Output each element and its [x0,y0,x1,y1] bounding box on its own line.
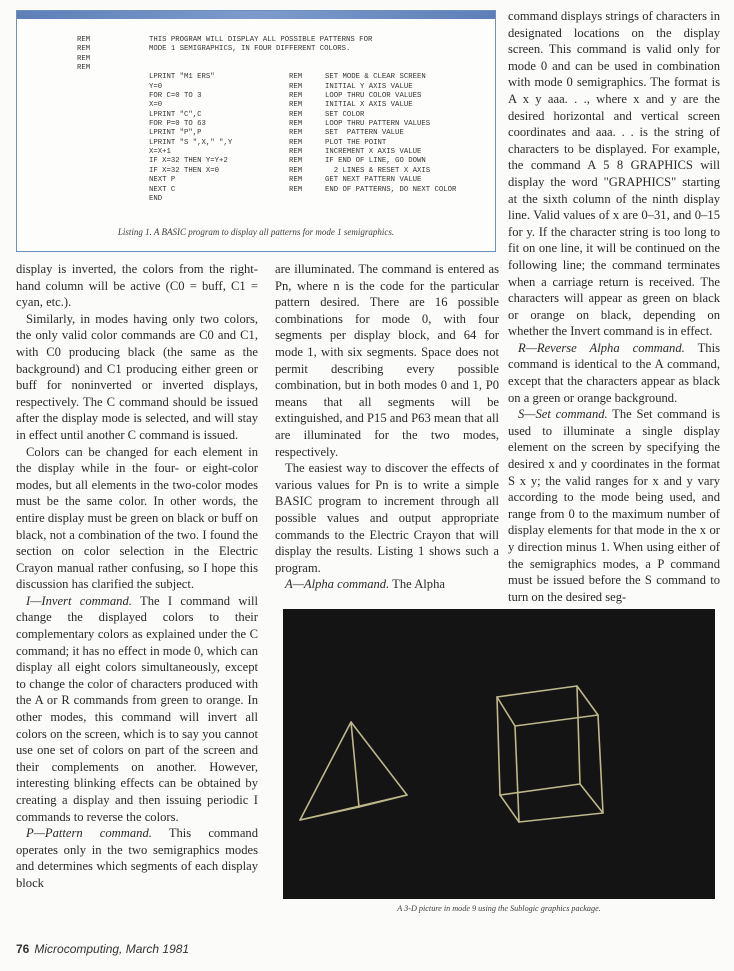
paragraph [275,576,499,593]
figure-caption: A 3-D picture in mode 9 using the Sublogic graphics package. [397,904,601,913]
code-statement: X=0 [149,101,163,110]
code-statement: LPRINT "S ",X," ",Y [149,138,233,147]
pyramid-edge [351,722,359,807]
code-line [77,55,456,64]
code-rem: REM [289,110,303,119]
code-statement: MODE 1 SEMIGRAPHICS, IN FOUR DIFFERENT COLORS. [149,45,351,54]
wireframe-drawing [283,609,715,899]
code-comment: INCREMENT X AXIS VALUE [325,148,422,157]
code-rem: REM [289,157,303,166]
code-statement: LPRINT "M1 ERS" [149,73,215,82]
code-rem: REM [289,138,303,147]
cube-hidden-edge [500,784,580,795]
paragraph-text: This command operates only in the two semigraphics modes and determines which segments of each display block [16,826,259,890]
code-comment: END OF PATTERNS, DO NEXT COLOR [325,185,457,194]
code-rem-col: REM [77,54,91,63]
code-statement: IF X=32 THEN X=0 [149,166,220,175]
cube-front-face [515,715,603,822]
code-line [77,157,456,166]
code-rem: REM [289,120,303,129]
pyramid-outline [300,722,407,820]
code-rem: REM [289,73,303,82]
code-comment: SET COLOR [325,110,365,119]
code-comment: INITIAL Y AXIS VALUE [325,82,413,91]
code-statement: THIS PROGRAM WILL DISPLAY ALL POSSIBLE PATTERNS FOR [149,36,373,44]
paragraph [16,593,258,825]
code-line [77,195,456,204]
cube-back-face [497,686,580,784]
code-comment: LOOP THRU PATTERN VALUES [325,120,431,129]
code-line [77,73,456,82]
code-line [77,176,456,185]
code-comment: IF END OF LINE, GO DOWN [325,157,426,166]
code-line [77,120,456,129]
code-rem: REM [289,148,303,157]
code-rem: REM [289,92,303,101]
code-line [77,92,456,101]
text-column-1 [16,261,258,892]
code-rem: REM [289,82,303,91]
code-comment: PLOT THE POINT [325,138,387,147]
code-listing [77,36,456,204]
code-comment: 2 LINES & RESET X AXIS [325,166,431,175]
code-statement: END [149,194,163,203]
code-line [77,45,456,54]
code-comment: SET PATTERN VALUE [325,129,404,138]
code-rem-col: REM [77,64,91,73]
code-rem: REM [289,185,303,194]
cube-edge [497,697,515,726]
code-rem: REM [289,176,303,185]
code-statement: LPRINT "P",P [149,129,202,138]
paragraph [508,340,720,406]
code-statement: X=X+1 [149,148,171,157]
paragraph-text: The I command will change the displayed colors to their complementary colors as explained under the C command; it has no effect in mode 0, which can display all eight colors simultaneously, except to change the color of characters produced with the A or R commands from green to orange. In other modes, this command will invert all colors on the screen, which is to say you cannot use one set of colors on part of the screen and their complements on another. However, interesting blinking effects can be obtained by creating a display and then issuing periodic I commands to reverse the colors. [16,593,258,824]
code-statement: IF X=32 THEN Y=Y+2 [149,157,228,166]
code-line [77,186,456,195]
code-rem: REM [289,101,303,110]
paragraph-text: This command is identical to the A command, except that the characters appear as black on a green or orange background. [508,340,720,405]
code-statement: FOR P=0 TO 63 [149,120,206,129]
paragraph-text: The Alpha [389,577,445,592]
publication-name: Microcomputing, March 1981 [34,942,190,956]
code-rem: REM [289,129,303,138]
page-number: 76 [16,942,30,956]
paragraph [16,825,258,891]
pyramid-edge [359,795,407,807]
section-heading: A—Alpha command. [285,577,390,592]
code-line [77,64,456,73]
section-heading: I—Invert command. [26,593,132,608]
page-footer [16,942,189,956]
listing-header-bar [17,11,495,19]
code-line [77,139,456,148]
paragraph [508,406,720,605]
text-column-3 [508,8,720,605]
text-column-2 [275,261,499,593]
cube-edge [500,795,519,822]
code-rem-col: REM [77,45,91,54]
listing-box [16,10,496,252]
code-line [77,111,456,120]
code-statement: LPRINT "C",C [149,110,202,119]
code-line [77,36,456,45]
code-comment: INITIAL X AXIS VALUE [325,101,413,110]
paragraph: command displays strings of characters in designated locations on the display screen. This command is valid only for mode 0 and can be used in combination with mode 0 semigraphics. The format is A x y aaa. . ., where x and y are the desired horizontal and vertical screen coordinates and aaa. . . is the string of characters to be displayed. For example, the command A 5 8 GRAPHICS will display the word "GRAPHICS" starting at the sixth column of the ninth display line. Valid values of x are 0–31, and 0–15 for y. If the character string is too long to fit on one line, it will be continued on the following line; the command terminates when a carriage return is received. The characters will appear as green on black or orange on black, depending on whether the Invert command is in effect. [508,9,720,339]
pyramid-edge [300,807,359,820]
code-statement: NEXT C [149,185,176,194]
section-heading: R—Reverse Alpha command. [518,340,685,355]
code-line [77,167,456,176]
code-comment: LOOP THRU COLOR VALUES [325,92,422,101]
code-statement: Y=0 [149,82,163,91]
cube-edge [580,784,603,813]
code-statement: NEXT P [149,176,176,185]
code-rem-col: REM [77,36,91,44]
screen-photo [283,609,715,899]
code-comment: SET MODE & CLEAR SCREEN [325,73,426,82]
paragraph: Colors can be changed for each element in the display while in the four- or eight-color modes, but all elements in the two-color modes must be the same color. In other words, the entire display must be green on black or buff on black, not a combination of the two. I found the section on color selection in the Electric Crayon manual rather confusing, so I hope this discussion has clarified the subject. [16,444,258,592]
paragraph: The easiest way to discover the effects of various values for Pn is to write a simple BASIC program to increment through all possible values and output appropriate commands to the Electric Crayon that will display the results. Listing 1 shows such a program. [275,461,499,575]
code-line [77,129,456,138]
code-line [77,101,456,110]
section-heading: P—Pattern command. [26,826,152,841]
listing-caption: Listing 1. A BASIC program to display all patterns for mode 1 semigraphics. [117,227,395,237]
paragraph-text: The Set command is used to illuminate a single display element on the screen by specifying the desired x and y coordinates in the format S x y; the valid ranges for x and y vary according to the mode being used, and range from 0 to the maximum number of display elements for that mode in the x or y direction minus 1. When using either of the semigraphics modes, a P command must be issued before the S command to turn on the desired seg- [508,407,720,604]
paragraph: display is inverted, the colors from the right-hand column will be active (C0 = buff, C1 = cyan, etc.). [16,262,258,310]
code-line [77,148,456,157]
section-heading: S—Set command. [518,407,608,422]
code-comment: GET NEXT PATTERN VALUE [325,176,422,185]
cube-edge [577,686,598,715]
code-statement: FOR C=0 TO 3 [149,92,202,101]
code-line [77,83,456,92]
code-rem: REM [289,166,303,175]
paragraph: are illuminated. The command is entered as Pn, where n is the code for the particular pattern desired. There are 16 possible combinations for mode 0, with four segments per display block, and 64 for mode 1, with six segments. Space does not permit describing every possible combination, but in both modes 0 and 1, P0 means that all segments will be extinguished, and P15 and P63 mean that all are illuminated for the two modes, respectively. [275,262,499,459]
paragraph: Similarly, in modes having only two colors, the only valid color commands are C0 and C1, with C0 producing black (the same as the background) and C1 producing either green or buff for noninverted or inverted displays, respectively. The C command should be issued after the display mode is selected, and will stay in effect until another C command is issued. [16,311,258,442]
cube-edge [497,697,500,795]
